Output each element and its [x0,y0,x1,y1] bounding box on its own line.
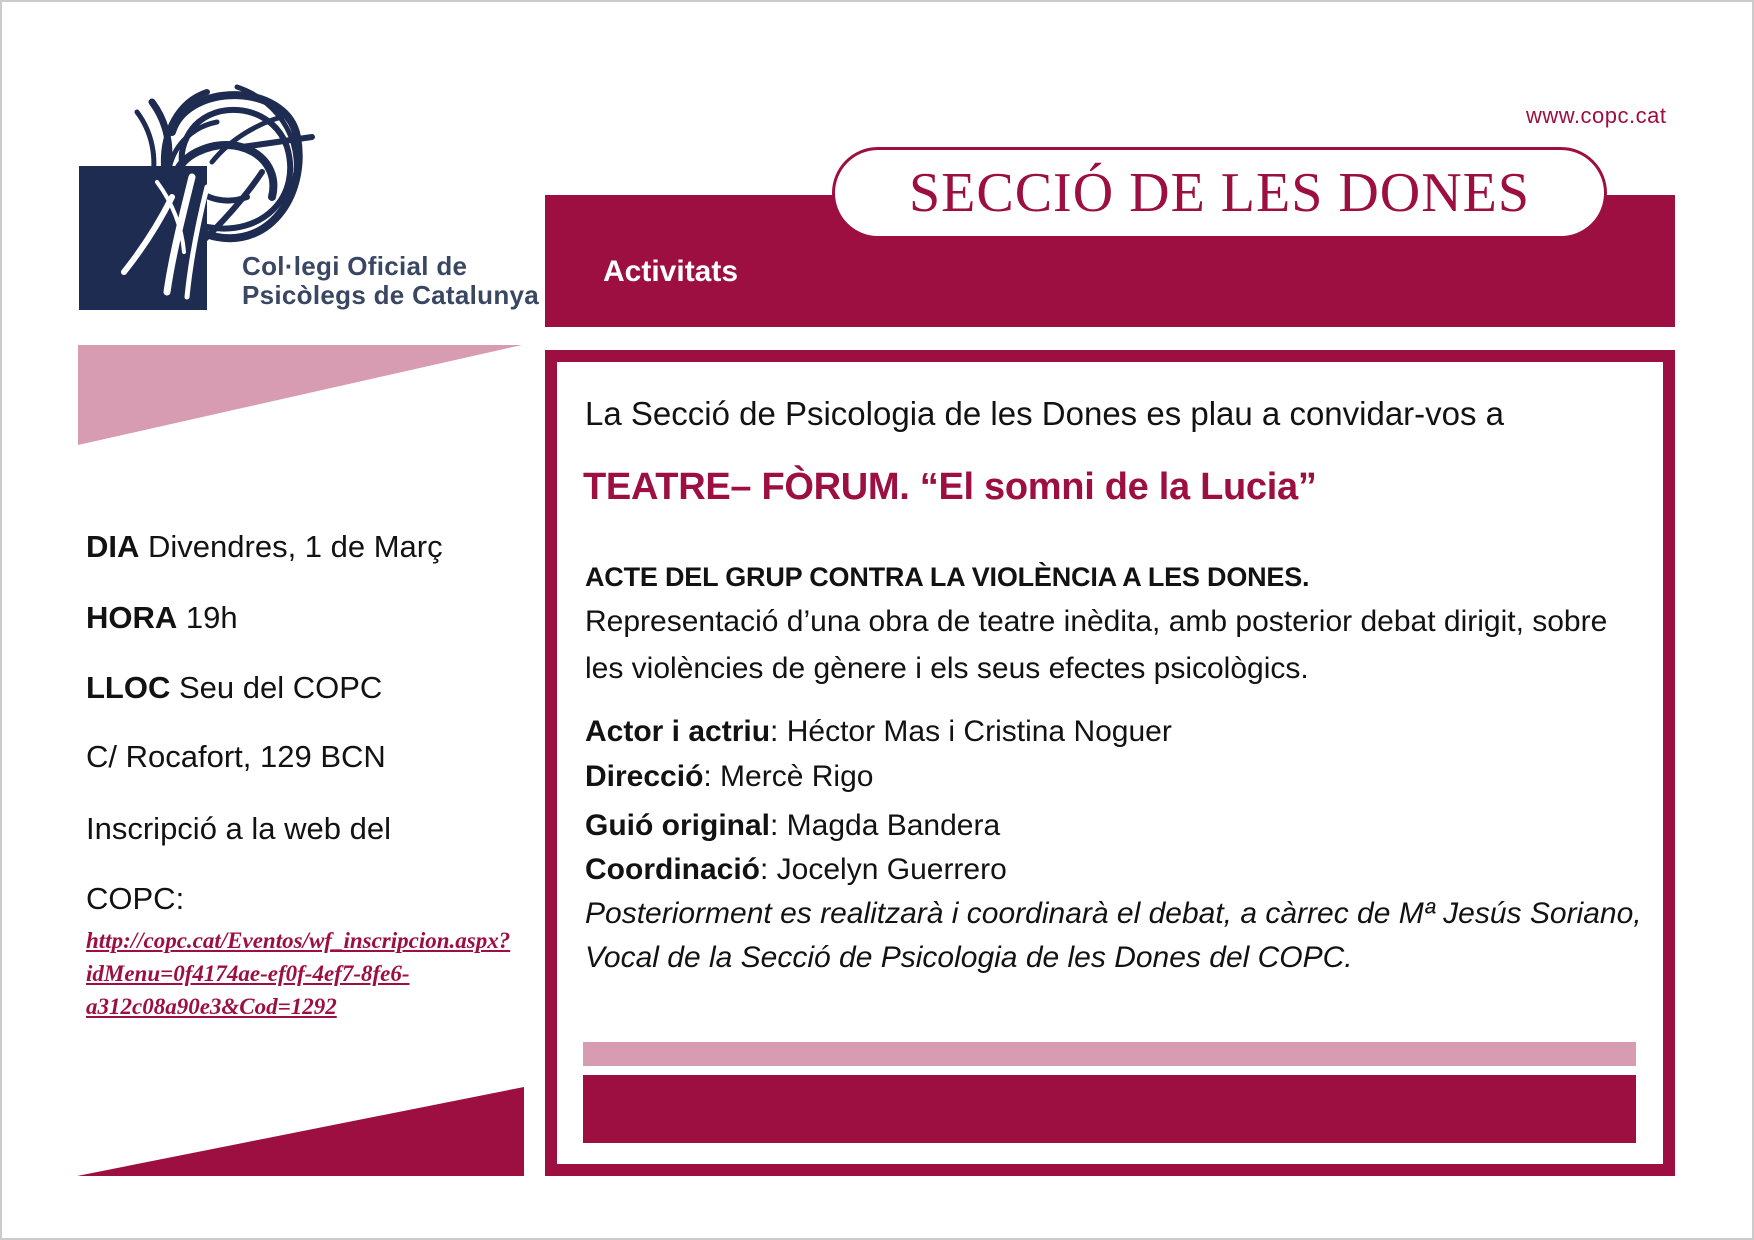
event-time [86,598,238,638]
pink-wedge-shape [78,345,522,445]
credit-actors-label: Actor i actriu [585,715,771,748]
description-line2: les violències de gènere i els seus efectes psicològics. [585,652,1309,685]
activities-label: Activitats [603,255,739,288]
place-value: Seu del COPC [170,670,383,705]
description-line1: Representació d’una obra de teatre inèdita, amb posterior debat dirigit, sobre [585,605,1608,638]
website-url: www.copc.cat [1526,103,1667,128]
credit-script-value: : Magda Bandera [770,809,1001,842]
credit-direction [585,758,873,796]
event-place [86,668,382,708]
day-value: Divendres, 1 de Març [139,529,443,564]
inscription-text-line2: COPC: [86,881,185,916]
time-value: 19h [177,600,238,635]
credit-coordination [585,851,1007,889]
pink-accent-bar [583,1042,1636,1066]
closing-line2: Vocal de la Secció de Psicologia de les Dones del COPC. [585,941,1353,974]
event-day [86,527,443,567]
credit-script-label: Guió original [585,809,770,842]
maroon-accent-bar [583,1075,1636,1143]
credit-actors [585,713,1172,751]
section-title-pill [832,147,1607,239]
intro-line: La Secció de Psicologia de les Dones es plau a convidar-vos a [585,395,1505,432]
event-subtitle: ACTE DEL GRUP CONTRA LA VIOLÈNCIA A LES DONES. [585,562,1310,592]
credit-actors-value: : Héctor Mas i Cristina Noguer [770,715,1172,748]
logo-text-line1: Col·legi Oficial de [242,251,468,281]
inscription-text-line1: Inscripció a la web del [86,811,391,846]
credit-direction-value: : Mercè Rigo [703,760,874,793]
inscription-link-line1[interactable]: http://copc.cat/Eventos/wf_inscripcion.aspx? [86,928,511,953]
scribble-head-icon [112,77,327,317]
credit-coordination-value: : Jocelyn Guerrero [760,853,1007,886]
inscription-link-line3[interactable]: a312c08a90e3&Cod=1292 [86,994,337,1019]
credit-script [585,807,1000,845]
credit-direction-label: Direcció [585,760,704,793]
day-label: DIA [86,529,140,564]
section-title: SECCIÓ DE LES DONES [908,162,1531,224]
time-label: HORA [86,600,178,635]
place-label: LLOC [86,670,171,705]
event-title: TEATRE– FÒRUM. “El somni de la Lucia” [583,466,1317,508]
logo-text-line2: Psicòlegs de Catalunya [242,280,540,310]
event-address: C/ Rocafort, 129 BCN [86,739,386,774]
inscription-link-line2[interactable]: idMenu=0f4174ae-ef0f-4ef7-8fe6- [86,961,410,986]
inscription-link[interactable] [86,924,510,1023]
credit-coordination-label: Coordinació [585,853,761,886]
closing-line1: Posteriorment es realitzarà i coordinarà el debat, a càrrec de Mª Jesús Soriano, [585,897,1642,930]
maroon-wedge-shape [77,1087,524,1176]
event-content-box [545,350,1675,1176]
